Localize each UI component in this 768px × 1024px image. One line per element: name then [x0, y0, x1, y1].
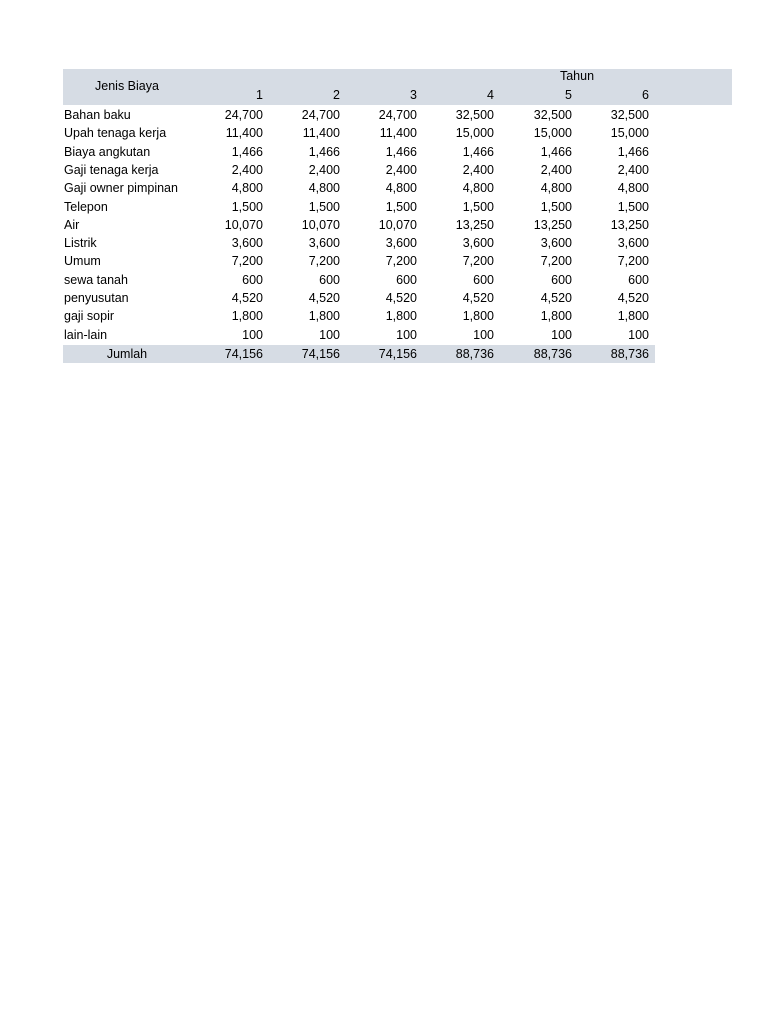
row-value-year-3: 3,600: [385, 236, 417, 250]
row-value-year-3: 24,700: [378, 108, 417, 122]
header-year-1: 1: [256, 88, 263, 102]
total-value-1: 74,156: [224, 347, 263, 361]
row-value-year-6: 2,400: [617, 163, 649, 177]
row-value-year-1: 100: [242, 328, 263, 342]
row-value-year-6: 1,800: [617, 309, 649, 323]
row-value-year-4: 13,250: [455, 218, 494, 232]
row-value-year-6: 13,250: [610, 218, 649, 232]
row-value-year-6: 1,500: [617, 200, 649, 214]
header-tahun: Tahun: [559, 69, 595, 83]
header-year-4: 4: [487, 88, 494, 102]
row-label: Gaji owner pimpinan: [64, 181, 178, 195]
row-value-year-6: 1,466: [617, 145, 649, 159]
row-value-year-1: 4,520: [231, 291, 263, 305]
row-value-year-5: 600: [551, 273, 572, 287]
row-value-year-5: 2,400: [540, 163, 572, 177]
total-label: Jumlah: [106, 347, 148, 361]
row-value-year-6: 4,800: [617, 181, 649, 195]
row-value-year-1: 1,500: [231, 200, 263, 214]
row-value-year-4: 600: [473, 273, 494, 287]
row-value-year-6: 15,000: [610, 126, 649, 140]
row-value-year-3: 1,500: [385, 200, 417, 214]
row-label: Listrik: [64, 236, 97, 250]
row-value-year-2: 600: [319, 273, 340, 287]
row-label: penyusutan: [64, 291, 129, 305]
row-value-year-3: 10,070: [378, 218, 417, 232]
total-value-4: 88,736: [455, 347, 494, 361]
row-value-year-6: 7,200: [617, 254, 649, 268]
row-value-year-2: 11,400: [302, 126, 340, 140]
row-label: Biaya angkutan: [64, 145, 151, 159]
row-value-year-2: 1,500: [308, 200, 340, 214]
row-value-year-3: 7,200: [385, 254, 417, 268]
total-value-3: 74,156: [378, 347, 417, 361]
row-value-year-4: 1,800: [462, 309, 494, 323]
total-value-6: 88,736: [610, 347, 649, 361]
row-value-year-4: 1,500: [462, 200, 494, 214]
row-value-year-5: 32,500: [533, 108, 572, 122]
row-value-year-5: 4,800: [540, 181, 572, 195]
row-value-year-4: 2,400: [462, 163, 494, 177]
row-value-year-1: 10,070: [224, 218, 263, 232]
row-label: Umum: [64, 254, 101, 268]
row-value-year-4: 4,520: [462, 291, 494, 305]
row-value-year-3: 4,800: [385, 181, 417, 195]
row-value-year-6: 3,600: [617, 236, 649, 250]
row-label: Upah tenaga kerja: [64, 126, 167, 140]
row-value-year-3: 11,400: [379, 126, 417, 140]
row-value-year-3: 100: [396, 328, 417, 342]
row-value-year-4: 32,500: [455, 108, 494, 122]
row-value-year-2: 4,800: [308, 181, 340, 195]
row-value-year-1: 4,800: [231, 181, 263, 195]
row-value-year-4: 100: [473, 328, 494, 342]
row-value-year-2: 24,700: [301, 108, 340, 122]
row-value-year-6: 32,500: [610, 108, 649, 122]
row-value-year-5: 1,466: [540, 145, 572, 159]
row-value-year-4: 15,000: [455, 126, 494, 140]
row-value-year-3: 1,466: [385, 145, 417, 159]
row-value-year-5: 1,500: [540, 200, 572, 214]
total-value-2: 74,156: [301, 347, 340, 361]
row-label: Air: [64, 218, 80, 232]
row-label: gaji sopir: [64, 309, 115, 323]
row-value-year-1: 3,600: [231, 236, 263, 250]
row-value-year-2: 10,070: [301, 218, 340, 232]
row-value-year-1: 7,200: [231, 254, 263, 268]
row-value-year-2: 100: [319, 328, 340, 342]
row-value-year-2: 1,466: [308, 145, 340, 159]
header-year-3: 3: [410, 88, 417, 102]
row-value-year-5: 7,200: [540, 254, 572, 268]
header-year-6: 6: [642, 88, 649, 102]
row-value-year-2: 3,600: [308, 236, 340, 250]
row-label: Bahan baku: [64, 108, 131, 122]
row-label: lain-lain: [64, 328, 108, 342]
row-value-year-3: 4,520: [385, 291, 417, 305]
row-value-year-1: 24,700: [224, 108, 263, 122]
row-value-year-1: 2,400: [231, 163, 263, 177]
row-value-year-6: 600: [628, 273, 649, 287]
row-value-year-1: 1,466: [231, 145, 263, 159]
row-value-year-5: 1,800: [540, 309, 572, 323]
row-value-year-1: 11,400: [225, 126, 263, 140]
row-value-year-5: 3,600: [540, 236, 572, 250]
row-value-year-1: 600: [242, 273, 263, 287]
row-value-year-2: 2,400: [308, 163, 340, 177]
row-value-year-6: 100: [628, 328, 649, 342]
row-value-year-4: 1,466: [462, 145, 494, 159]
header-year-2: 2: [333, 88, 340, 102]
total-value-5: 88,736: [533, 347, 572, 361]
row-value-year-5: 15,000: [533, 126, 572, 140]
row-value-year-4: 4,800: [462, 181, 494, 195]
row-value-year-3: 1,800: [385, 309, 417, 323]
row-value-year-5: 13,250: [533, 218, 572, 232]
header-jenis-biaya: Jenis Biaya: [95, 79, 159, 93]
row-value-year-2: 7,200: [308, 254, 340, 268]
row-value-year-2: 1,800: [308, 309, 340, 323]
row-value-year-4: 7,200: [462, 254, 494, 268]
row-value-year-2: 4,520: [308, 291, 340, 305]
row-label: Telepon: [64, 200, 108, 214]
row-value-year-3: 2,400: [385, 163, 417, 177]
header-year-5: 5: [565, 88, 572, 102]
row-value-year-4: 3,600: [462, 236, 494, 250]
row-label: sewa tanah: [64, 273, 128, 287]
row-value-year-1: 1,800: [231, 309, 263, 323]
row-value-year-5: 4,520: [540, 291, 572, 305]
row-value-year-3: 600: [396, 273, 417, 287]
row-value-year-6: 4,520: [617, 291, 649, 305]
row-label: Gaji tenaga kerja: [64, 163, 159, 177]
row-value-year-5: 100: [551, 328, 572, 342]
